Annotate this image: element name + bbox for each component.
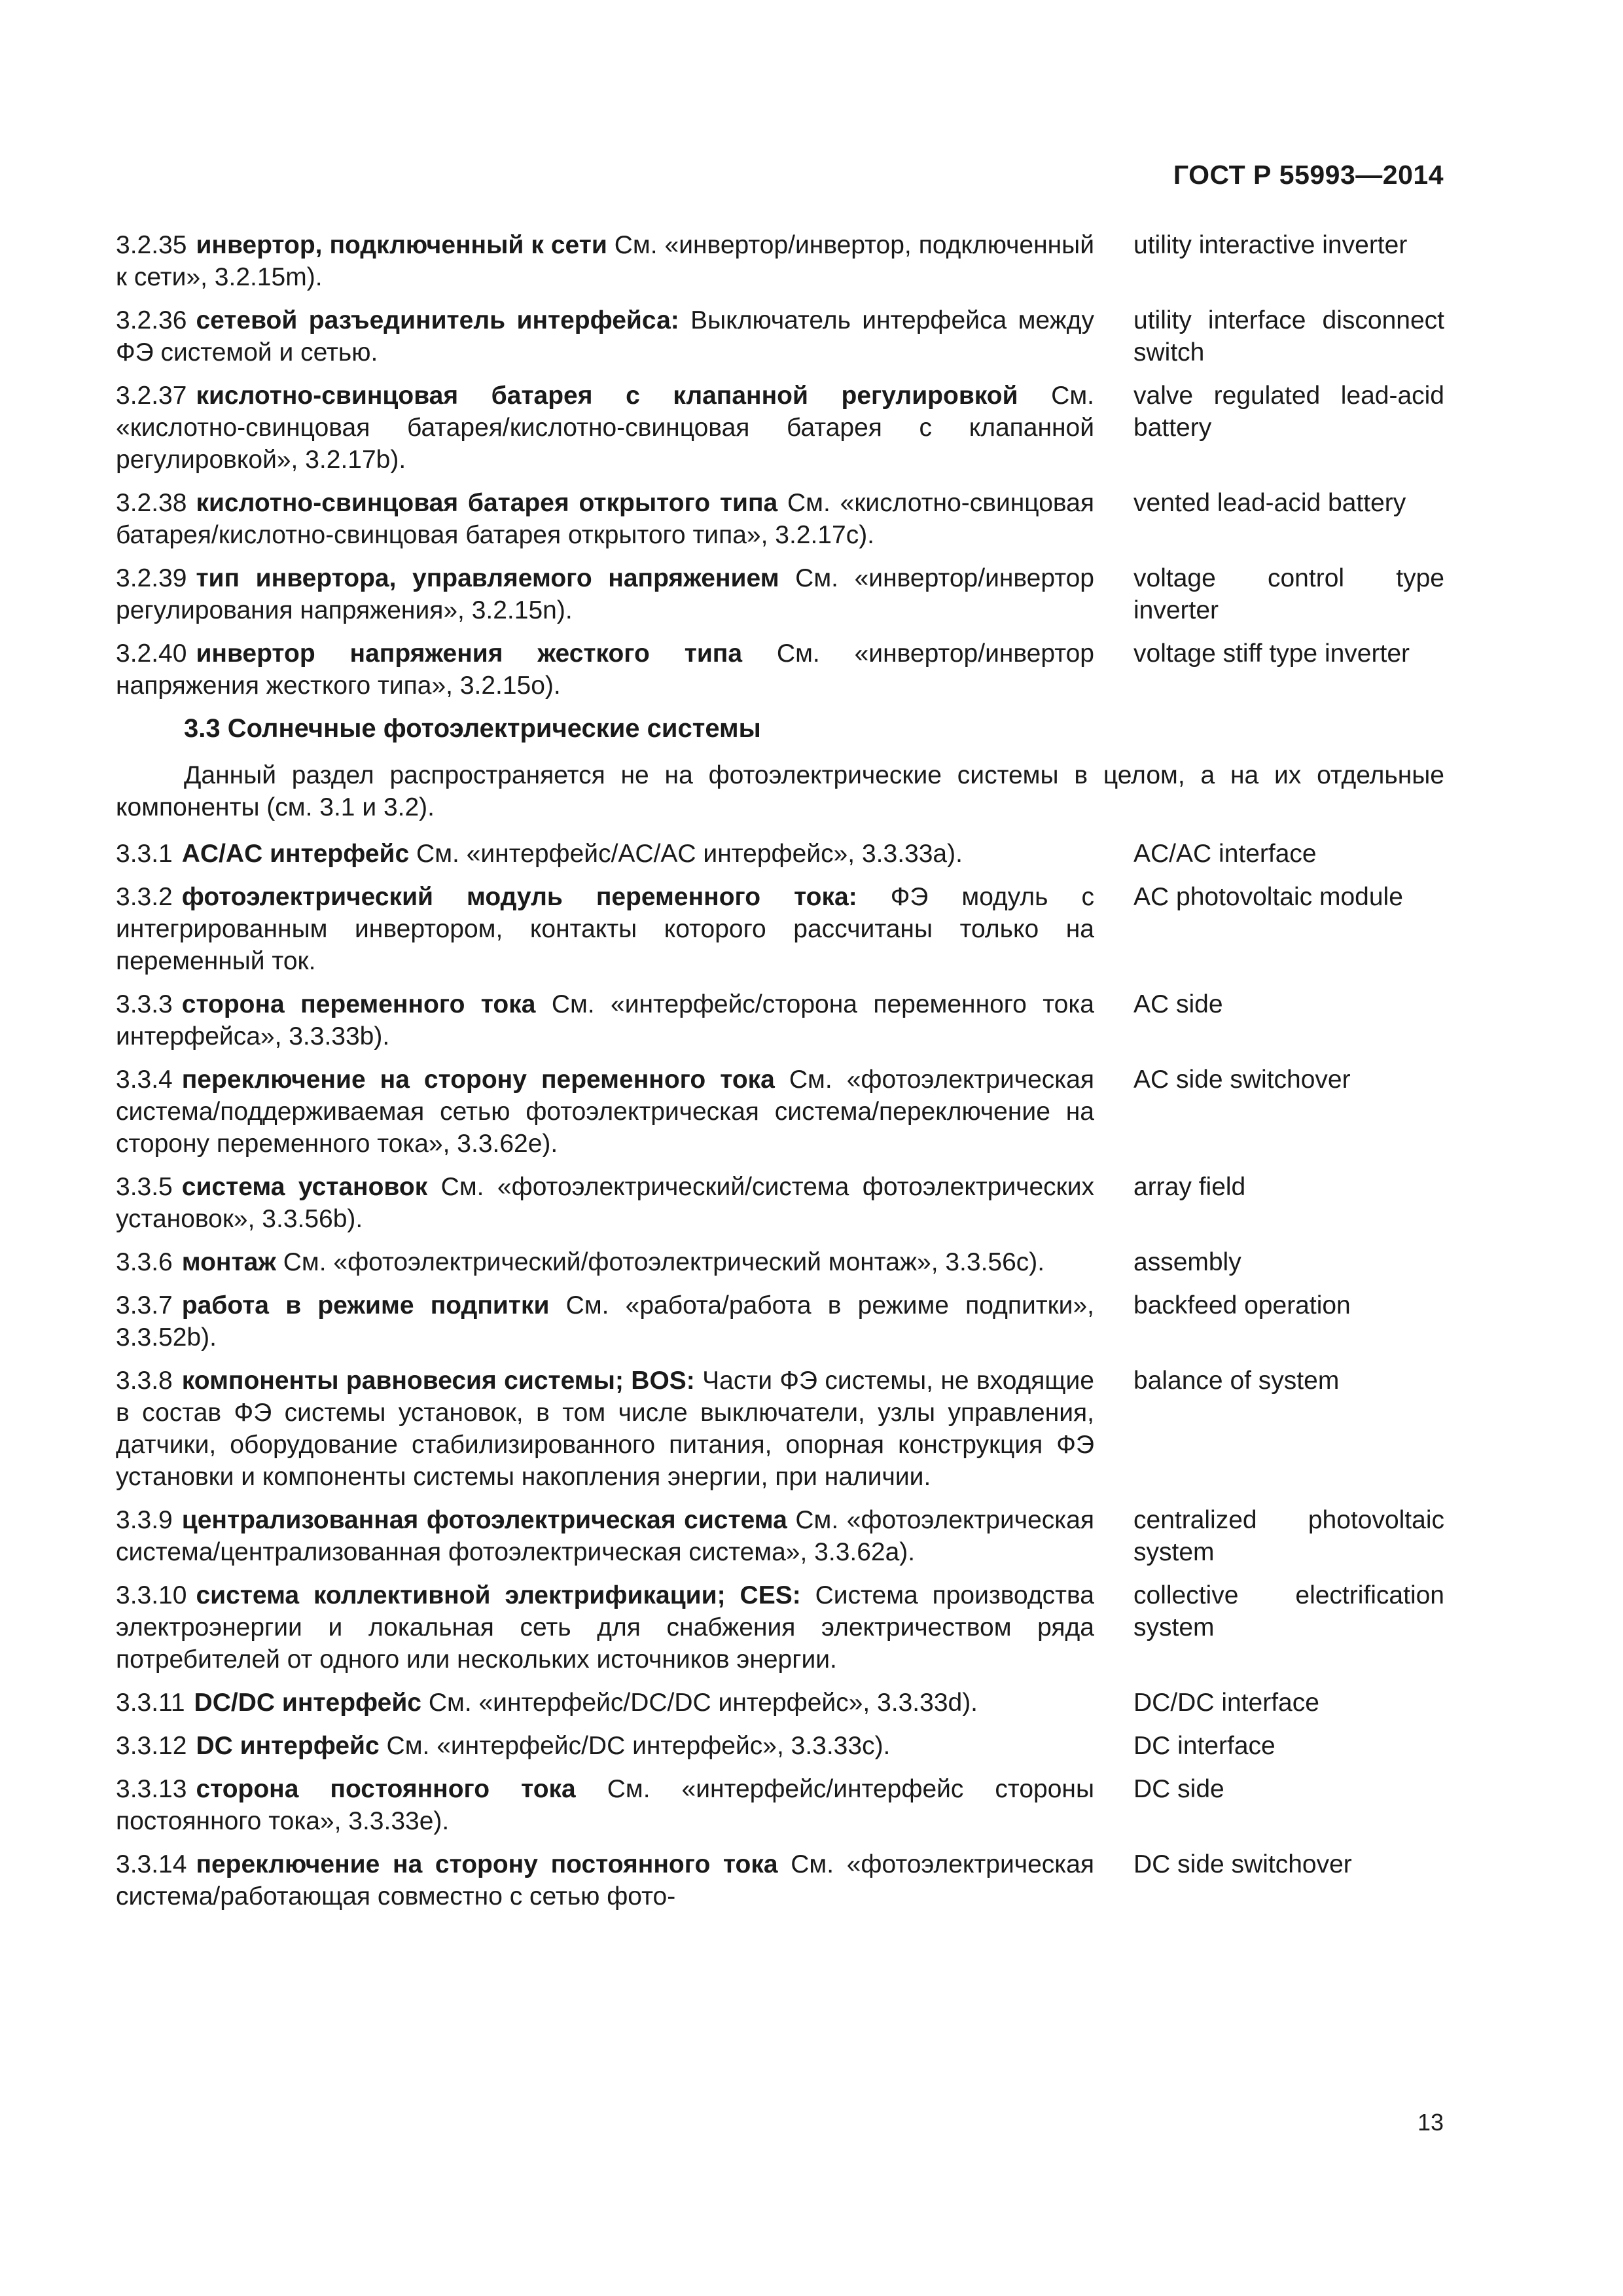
- term-text: См. «интерфейс/DC интерфейс», 3.3.33c).: [379, 1732, 891, 1760]
- term-entry: [116, 1773, 1444, 1837]
- term-entry: [116, 1504, 1444, 1568]
- term-entry: [116, 1246, 1444, 1278]
- term-heading: кислотно-свинцовая батарея открытого типа: [196, 489, 778, 517]
- term-heading: тип инвертора, управляемого напряжением: [196, 564, 779, 592]
- term-entry: [116, 1687, 1444, 1719]
- english-equivalent: centralized photovoltaic system: [1133, 1506, 1444, 1566]
- term-text: См. «фотоэлектрический/фотоэлектрический монтаж», 3.3.56c).: [276, 1248, 1045, 1276]
- term-definition: [116, 1064, 1094, 1160]
- document-body: [116, 229, 1444, 1924]
- english-equivalent: AC side switchover: [1133, 1066, 1351, 1094]
- term-definition: [116, 562, 1094, 626]
- term-entry: [116, 637, 1444, 702]
- term-definition: [116, 1171, 1094, 1235]
- english-equivalent: valve regulated lead-acid battery: [1133, 382, 1444, 442]
- english-equivalent: collective electrification system: [1133, 1581, 1444, 1641]
- term-entry: [116, 1289, 1444, 1354]
- term-text: См. «фотоэлектрическая система/централизованная фотоэлектрическая система», 3.3.62a).: [116, 1506, 1094, 1566]
- term-entry: [116, 1171, 1444, 1235]
- term-number: 3.2.36: [116, 306, 187, 334]
- term-text: См. «фотоэлектрическая система/поддерживаемая сетью фотоэлектрическая система/переключение на сторону переменного тока», 3.3.62e).: [116, 1066, 1094, 1158]
- term-definition: [116, 838, 1094, 870]
- term-text: См. «инвертор/инвертор, подключенный к сети», 3.2.15m).: [116, 231, 1094, 291]
- term-text: См. «кислотно-свинцовая батарея/кислотно-свинцовая батарея с клапанной регулировкой», 3.2.17b).: [116, 382, 1094, 474]
- term-text: Части ФЭ системы, не входящие в состав ФЭ системы установок, в том числе выключатели, узлы управления, датчики, оборудование стабилизированного питания, опорная конструкция ФЭ установки и компоненты системы накопления энергии, при наличии.: [116, 1367, 1094, 1491]
- term-definition: [116, 380, 1094, 476]
- term-definition: [116, 1289, 1094, 1354]
- term-heading: работа в режиме подпитки: [181, 1291, 550, 1319]
- term-entry: [116, 304, 1444, 368]
- term-entry: [116, 487, 1444, 551]
- term-entry: [116, 1579, 1444, 1676]
- term-heading: сторона постоянного тока: [196, 1775, 576, 1803]
- term-text: См. «работа/работа в режиме подпитки», 3.3.52b).: [116, 1291, 1094, 1352]
- term-heading: переключение на сторону переменного тока: [181, 1066, 775, 1094]
- term-number: 3.2.39: [116, 564, 187, 592]
- term-number: 3.3.8: [116, 1367, 173, 1395]
- term-heading: компоненты равновесия системы; BOS:: [181, 1367, 695, 1395]
- term-text: См. «интерфейс/DC/DC интерфейс», 3.3.33d).: [421, 1689, 978, 1717]
- english-equivalent: balance of system: [1133, 1367, 1340, 1395]
- term-definition: [116, 1773, 1094, 1837]
- term-heading: система коллективной электрификации; CES:: [196, 1581, 801, 1609]
- page-number: 13: [1417, 2109, 1444, 2136]
- term-heading: AC/AC интерфейс: [181, 840, 410, 868]
- english-equivalent: DC/DC interface: [1133, 1689, 1319, 1717]
- term-number: 3.3.1: [116, 840, 173, 868]
- english-equivalent: assembly: [1133, 1248, 1241, 1276]
- term-heading: сетевой разъединитель интерфейса:: [196, 306, 679, 334]
- english-equivalent: DC side switchover: [1133, 1850, 1352, 1878]
- term-heading: DC интерфейс: [196, 1732, 380, 1760]
- term-heading: система установок: [181, 1173, 428, 1201]
- english-equivalent: utility interactive inverter: [1133, 231, 1408, 259]
- term-definition: [116, 1504, 1094, 1568]
- term-entry: [116, 838, 1444, 870]
- term-definition: [116, 229, 1094, 293]
- english-equivalent: array field: [1133, 1173, 1246, 1201]
- term-definition: [116, 1687, 1094, 1719]
- term-number: 3.2.40: [116, 639, 187, 668]
- term-text: См. «интерфейс/сторона переменного тока интерфейса», 3.3.33b).: [116, 990, 1094, 1050]
- term-text: ФЭ модуль с интегрированным инвертором, контакты которого рассчитаны только на переменный ток.: [116, 883, 1094, 975]
- term-entry: [116, 562, 1444, 626]
- term-definition: [116, 304, 1094, 368]
- term-heading: кислотно-свинцовая батарея с клапанной регулировкой: [196, 382, 1018, 410]
- english-equivalent: AC photovoltaic module: [1133, 883, 1403, 911]
- term-number: 3.2.38: [116, 489, 187, 517]
- term-definition: [116, 988, 1094, 1052]
- term-definition: [116, 1848, 1094, 1912]
- term-entry: [116, 881, 1444, 977]
- english-equivalent: voltage stiff type inverter: [1133, 639, 1410, 668]
- term-number: 3.3.2: [116, 883, 173, 911]
- term-definition: [116, 637, 1094, 702]
- document-header: ГОСТ Р 55993—2014: [1173, 160, 1444, 190]
- term-entry: [116, 380, 1444, 476]
- term-entry: [116, 229, 1444, 293]
- term-heading: DC/DC интерфейс: [194, 1689, 421, 1717]
- term-number: 3.3.11: [116, 1689, 185, 1717]
- term-definition: [116, 1365, 1094, 1493]
- english-equivalent: backfeed operation: [1133, 1291, 1351, 1319]
- term-number: 3.2.35: [116, 231, 187, 259]
- term-text: См. «кислотно-свинцовая батарея/кислотно-свинцовая батарея открытого типа», 3.2.17c).: [116, 489, 1094, 549]
- term-text: См. «интерфейс/AC/AC интерфейс», 3.3.33a).: [409, 840, 963, 868]
- term-heading: сторона переменного тока: [181, 990, 536, 1018]
- term-number: 3.3.12: [116, 1732, 187, 1760]
- term-heading: инвертор, подключенный к сети: [196, 231, 607, 259]
- term-definition: [116, 1579, 1094, 1676]
- term-heading: переключение на сторону постоянного тока: [196, 1850, 778, 1878]
- english-equivalent: vented lead-acid battery: [1133, 489, 1406, 517]
- term-heading: монтаж: [181, 1248, 276, 1276]
- term-number: 3.2.37: [116, 382, 187, 410]
- term-list-3-3: [116, 838, 1444, 1912]
- term-heading: фотоэлектрический модуль переменного тока:: [181, 883, 857, 911]
- english-equivalent: AC/AC interface: [1133, 840, 1317, 868]
- term-text: См. «фотоэлектрический/система фотоэлектрических установок», 3.3.56b).: [116, 1173, 1095, 1233]
- term-number: 3.3.14: [116, 1850, 187, 1878]
- english-equivalent: voltage control type inverter: [1133, 564, 1444, 624]
- term-number: 3.3.4: [116, 1066, 173, 1094]
- term-entry: [116, 1365, 1444, 1493]
- term-entry: [116, 1848, 1444, 1912]
- term-entry: [116, 988, 1444, 1052]
- section-title: 3.3 Солнечные фотоэлектрические системы: [184, 714, 761, 743]
- term-number: 3.3.10: [116, 1581, 187, 1609]
- term-definition: [116, 487, 1094, 551]
- term-number: 3.3.5: [116, 1173, 173, 1201]
- term-text: См. «фотоэлектрическая система/работающая совместно с сетью фото-: [116, 1850, 1094, 1910]
- english-equivalent: utility interface disconnect switch: [1133, 306, 1444, 367]
- term-text: См. «инвертор/инвертор регулирования напряжения», 3.2.15n).: [116, 564, 1094, 624]
- term-list-3-2: [116, 229, 1444, 702]
- term-text: См. «интерфейс/интерфейс стороны постоянного тока», 3.3.33e).: [116, 1775, 1094, 1835]
- term-number: 3.3.6: [116, 1248, 173, 1276]
- term-heading: централизованная фотоэлектрическая система: [181, 1506, 787, 1534]
- term-number: 3.3.7: [116, 1291, 173, 1319]
- english-equivalent: AC side: [1133, 990, 1223, 1018]
- term-heading: инвертор напряжения жесткого типа: [196, 639, 743, 668]
- term-definition: [116, 1730, 1094, 1762]
- term-number: 3.3.13: [116, 1775, 187, 1803]
- term-number: 3.3.3: [116, 990, 173, 1018]
- english-equivalent: DC side: [1133, 1775, 1224, 1803]
- term-entry: [116, 1064, 1444, 1160]
- term-entry: [116, 1730, 1444, 1762]
- term-text: Выключатель интерфейса между ФЭ системой и сетью.: [116, 306, 1094, 367]
- section-intro: Данный раздел распространяется не на фотоэлектрические системы в целом, а на их отдельные компоненты (см. 3.1 и 3.2).: [116, 761, 1444, 821]
- term-text: Система производства электроэнергии и локальная сеть для снабжения электричеством ряда потребителей от одного или нескольких источников энергии.: [116, 1581, 1094, 1674]
- english-equivalent: DC interface: [1133, 1732, 1275, 1760]
- term-text: См. «инвертор/инвертор напряжения жесткого типа», 3.2.15o).: [116, 639, 1095, 700]
- term-number: 3.3.9: [116, 1506, 173, 1534]
- term-definition: [116, 881, 1094, 977]
- term-definition: [116, 1246, 1094, 1278]
